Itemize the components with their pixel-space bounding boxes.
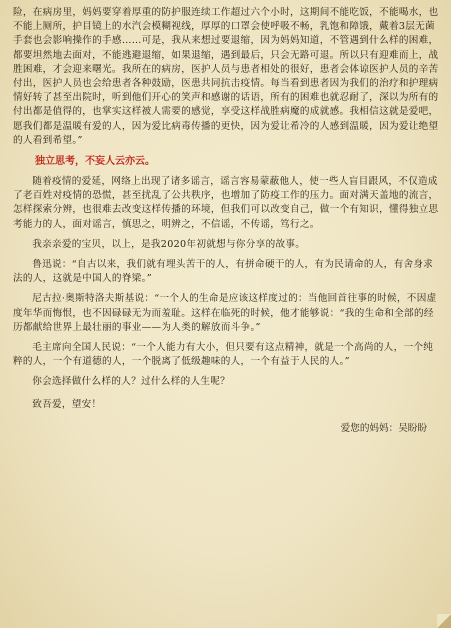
paragraph-rumors: 随着疫情的爱延，网络上出现了诸多谣言，谣言容易蒙蔽他人，使一些人盲目跟风，不仅造成了老百姓对疫情的恐慌，甚至扰乱了公共秩序，也增加了防疫工作的压力。面对满天盖地的流言，怎样探索分辨，也很难去改变这样传播的环境，但我们可以改变自己，做一个有知识，懂得独立思考能力的人，面对谣言，慎思之，明辨之，不信谣，不传谣，笃行之。 xyxy=(13,176,439,230)
paragraph-story: 我亲亲爱的宝贝，以上，是我2020年初就想与你分享的故事。 xyxy=(32,238,306,250)
quote-mao: 毛主席向全国人民说：“一个人能力有大小，但只要有这点精神，就是一个高尚的人，一个纯粹的人，一个有道德的人，一个脱离了低级趣味的人，一个有益于人民的人。” xyxy=(13,342,434,368)
closing: 致吾爱，望安！ xyxy=(32,398,102,410)
question: 你会选择做什么样的人？过什么样的人生呢？ xyxy=(32,376,231,388)
quote-ostrovsky: 尼古拉·奥斯特洛夫斯基说：“一个人的生命是应该这样度过的：当他回首往事的时候，不因虚度年华而悔恨，也不因碌碌无为而羞耻。这样在临死的时候，他才能够说：“我的生命和全部的经历都献给世界上最壮丽的事业——为人类的解放而斗争。” xyxy=(13,293,437,333)
signature: 爱您的妈妈：吴盼盼 xyxy=(340,422,427,434)
paragraph-intro: 险，在病房里，妈妈要穿着厚重的防护服连续工作超过六个小时，这期间不能吃饭，不能喝水，也不能上厕所，护目镜上的水汽会模糊视线，厚厚的口罩会使呼吸不畅，乳饱和障饿，戴着3层无菌手套也会影响操作的手感……可是，我从来想过要退缩，因为妈妈知道，不管遇到什么样的困难，都要坦然地去面对，不能逃避退缩，如果退缩，遇到最后，只会无路可退。所以只有迎难而上，战胜困难，才会迎来曙光。我所在的病房，医护人员与患者相处的很好，患者会体谅医护人员的辛苦付出，医护人员也会给患者各种鼓励，医患共同抗击疫情。每当看到患者因为我们的治疗和护理病情好转了甚至出院时，听到他们开心的笑声和感谢的话语，所有的困难也就忍耐了，深以为所有的付出都是值得的，也掌实这样被人需要的感觉，享受这样战胜病魔的成就感。我相信这就是爱吧，愿我们都是温暖有爱的人，因为爱比病毒传播的更快，因为爱让希冷的人感到温暖，因为爱让绝望的人看到希望。” xyxy=(13,7,439,146)
section-heading: 独立思考，不妄人云亦云。 xyxy=(35,156,155,168)
quote-lu-xun: 鲁迅说：“自古以来，我们就有埋头苦干的人，有拼命硬干的人，有为民请命的人，有舍身求法的人，这就是中国人的脊梁。” xyxy=(13,259,434,285)
